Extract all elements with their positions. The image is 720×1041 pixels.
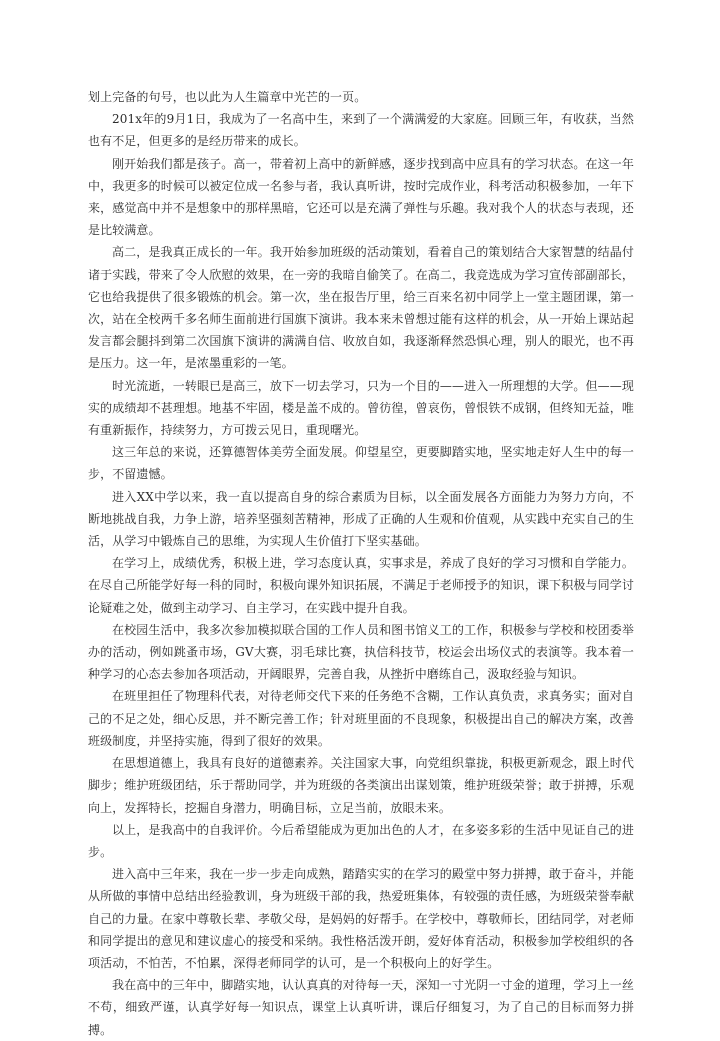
paragraph-4: 高二，是我真正成长的一年。我开始参加班级的活动策划，看着自己的策划结合大家智慧的结晶付诸于实践，带来了令人欣慰的效果，在一旁的我暗自偷笑了。在高二，我竞选成为学习宣传部副部长，它也给我提供了很多锻炼的机会。第一次，坐在报告厅里，给三百来名初中同学上一堂主题团课，第一次，站在全校两千多名师生面前进行国旗下演讲。我本来未曾想过能有这样的机会，从一开始上课站起发言都会腿抖到第二次国旗下演讲的满满自信、收放自如，我逐渐释然恐惧心理，别人的眼光，也不再是压力。这一年，是浓墨重彩的一笔。 bbox=[88, 245, 634, 371]
document-page bbox=[88, 86, 634, 1041]
paragraph-10: 在班里担任了物理科代表，对待老师交代下来的任务绝不含糊，工作认真负责，求真务实；面对自己的不足之处，细心反思，并不断完善工作；针对班里面的不良现象，积极提出自己的解决方案，改善班级制度，并坚持实施，得到了很好的效果。 bbox=[88, 689, 634, 748]
paragraph-8: 在学习上，成绩优秀，积极上进，学习态度认真，实事求是，养成了良好的学习习惯和自学能力。在尽自己所能学好每一科的同时，积极向课外知识拓展，不满足于老师授予的知识，课下积极与同学讨论疑难之处，做到主动学习、自主学习，在实践中提升自我。 bbox=[88, 556, 634, 615]
paragraph-12: 以上，是我高中的自我评价。今后希望能成为更加出色的人才，在多姿多彩的生活中见证自己的进步。 bbox=[88, 822, 634, 859]
paragraph-11: 在思想道德上，我具有良好的道德素养。关注国家大事，向党组织靠拢，积极更新观念，跟上时代脚步；维护班级团结，乐于帮助同学，并为班级的各类演出出谋划策，维护班级荣誉；敢于拼搏，乐观向上，发挥特长，挖掘自身潜力，明确目标，立足当前，放眼未来。 bbox=[88, 756, 634, 815]
paragraph-3: 刚开始我们都是孩子。高一，带着初上高中的新鲜感，逐步找到高中应具有的学习状态。在这一年中，我更多的时候可以被定位成一名参与者，我认真听讲，按时完成作业，科考活动积极参加，一年下来，感觉高中并不是想象中的那样黑暗，它还可以是充满了弹性与乐趣。我对我个人的状态与表现，还是比较满意。 bbox=[88, 156, 634, 238]
paragraph-14: 我在高中的三年中，脚踏实地，认认真真的对待每一天，深知一寸光阴一寸金的道理，学习上一丝不苟，细致严谨，认真学好每一知识点，课堂上认真听讲，课后仔细复习，为了自己的目标而努力拼搏。 bbox=[88, 978, 634, 1037]
paragraph-6: 这三年总的来说，还算德智体美劳全面发展。仰望星空，更要脚踏实地，坚实地走好人生中的每一步，不留遗憾。 bbox=[88, 445, 634, 482]
paragraph-7: 进入XX中学以来，我一直以提高自身的综合素质为目标，以全面发展各方面能力为努力方向，不断地挑战自我，力争上游，培养坚强刻苦精神，形成了正确的人生观和价值观，从实践中充实自己的生活，从学习中锻炼自己的思维，为实现人生价值打下坚实基础。 bbox=[88, 489, 634, 549]
paragraph-13: 进入高中三年来，我在一步一步走向成熟，踏踏实实的在学习的殿堂中努力拼搏，敢于奋斗，并能从所做的事情中总结出经验教训，身为班级干部的我，热爱班集体，有较强的责任感，为班级荣誉奉献自己的力量。在家中尊敬长辈、孝敬父母，是妈妈的好帮手。在学校中，尊敬师长，团结同学，对老师和同学提出的意见和建议虚心的接受和采纳。我性格活泼开朗，爱好体育活动，积极参加学校组织的各项活动，不怕苦，不怕累，深得老师同学的认可，是一个积极向上的好学生。 bbox=[88, 867, 634, 970]
paragraph-5: 时光流逝，一转眼已是高三，放下一切去学习，只为一个目的——进入一所理想的大学。但——现实的成绩却不甚理想。地基不牢固，楼是盖不成的。曾彷徨，曾哀伤，曾恨铁不成钢，但终知无益，唯有重新振作，持续努力，方可拨云见日，重现曙光。 bbox=[88, 378, 634, 438]
paragraph-2: 201x年的9月1日，我成为了一名高中生，来到了一个满满爱的大家庭。回顾三年，有收获，当然也有不足，但更多的是经历带来的成长。 bbox=[88, 112, 634, 149]
paragraph-1: 划上完备的句号，也以此为人生篇章中光芒的一页。 bbox=[88, 90, 367, 104]
paragraph-9: 在校园生活中，我多次参加模拟联合国的工作人员和图书馆义工的工作，积极参与学校和校团委举办的活动，例如跳蚤市场，GV大赛，羽毛球比赛，执信科技节，校运会出场仪式的表演等。我本着一种学习的心态去参加各项活动，开阔眼界，完善自我，从挫折中磨练自己，汲取经验与知识。 bbox=[88, 622, 634, 682]
